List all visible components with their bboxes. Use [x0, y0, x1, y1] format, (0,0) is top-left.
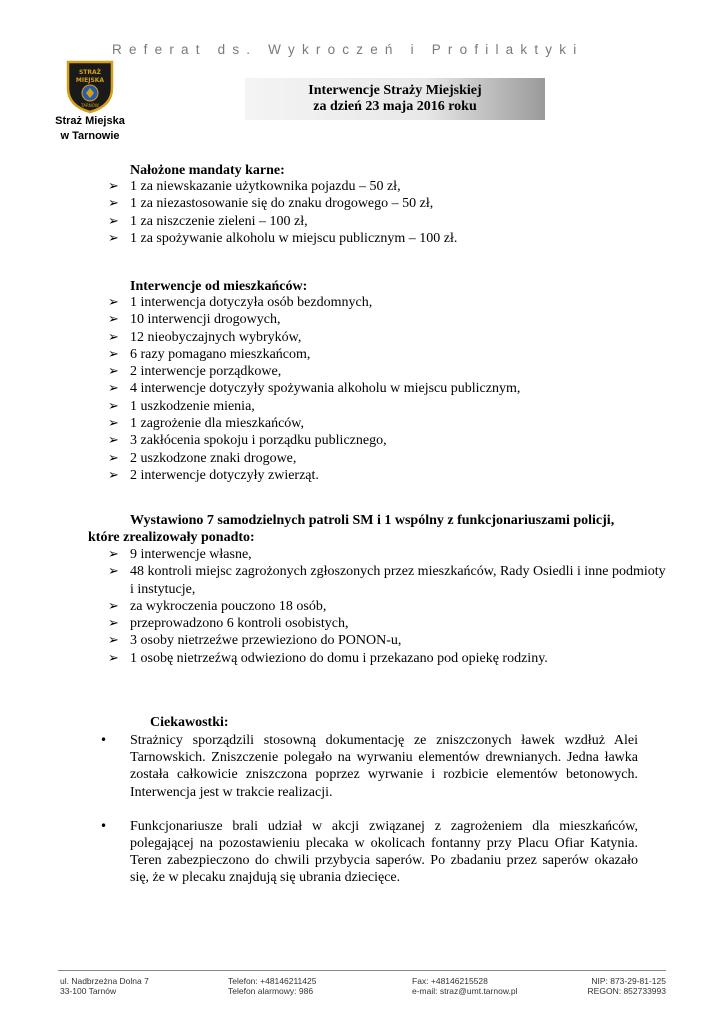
list-item: • Strażnicy sporządzili stosowną dokumentację ze zniszczonych ławek wzdłuż Alei Tarnowskich. Zniszczenie polegało na wyrwaniu elementów drewnianych. Jedna ławka została całkowicie zniszczona poprzez wyrwanie i rozbicie elementów betonowych. Interwencja jest w trakcie realizacji.	[100, 733, 638, 800]
list-item: ➢ 10 interwencji drogowych,	[108, 312, 281, 328]
list-item: ➢ przeprowadzono 6 kontroli osobistych,	[108, 616, 349, 632]
list-item: ➢ 12 nieobyczajnych wybryków,	[108, 329, 302, 345]
list-item: ➢ 1 uszkodzenie mienia,	[108, 398, 255, 414]
organization-name	[40, 114, 140, 144]
list-item: ➢ 1 za niszczenie zieleni – 100 zł,	[108, 213, 308, 229]
arrow-bullet-icon: ➢	[108, 416, 119, 432]
list-item: ➢ 1 za niezastosowanie się do znaku drogowego – 50 zł,	[108, 196, 434, 212]
arrow-bullet-icon: ➢	[108, 547, 119, 562]
bullet-dot-icon: •	[100, 818, 108, 833]
list-item: ➢ za wykroczenia pouczono 18 osób,	[108, 598, 327, 614]
footer-street: ul. Nadbrzeżna Dolna 7	[60, 976, 149, 986]
svg-text:MIEJSKA: MIEJSKA	[75, 77, 105, 84]
list-item: ➢ 9 interwencje własne,	[108, 547, 252, 562]
list-item: ➢ 6 razy pomagano mieszkańcom,	[108, 346, 311, 362]
report-title-box	[245, 78, 545, 120]
arrow-bullet-icon: ➢	[108, 312, 119, 328]
patrols-heading	[88, 512, 640, 546]
city-guard-logo	[60, 58, 120, 114]
arrow-bullet-icon: ➢	[108, 346, 119, 362]
list-item: ➢ 1 zagrożenie dla mieszkańców,	[108, 416, 305, 432]
curiosities-list	[100, 732, 638, 887]
department-title: Referat ds. Wykroczeń i Profilaktyki	[112, 42, 584, 57]
bullet-dot-icon: •	[100, 733, 108, 747]
patrols-heading-line1: Wystawiono 7 samodzielnych patroli SM i 1 wspólny z funkcjonariuszami policji,	[130, 513, 615, 528]
arrow-bullet-icon: ➢	[108, 616, 119, 632]
footer-city: 33-100 Tarnów	[60, 986, 117, 996]
list-item: ➢ 1 osobę nietrzeźwą odwieziono do domu i przekazano pod opiekę rodziny.	[108, 650, 548, 666]
list-item: ➢ 3 zakłócenia spokoju i porządku publicznego,	[108, 433, 387, 449]
fines-list	[108, 178, 457, 247]
org-name-line1: Straż Miejska	[55, 115, 125, 127]
arrow-bullet-icon: ➢	[108, 295, 119, 310]
patrols-heading-line2: które zrealizowały ponadto:	[88, 530, 255, 545]
report-title: Interwencje Straży Miejskiej	[308, 83, 482, 98]
list-item: ➢ 4 interwencje dotyczyły spożywania alkoholu w miejscu publicznym,	[108, 381, 521, 397]
org-name-line2: w Tarnowie	[60, 130, 120, 142]
footer-regon: REGON: 852733993	[587, 986, 666, 996]
list-item: ➢ 2 interwencje dotyczyły zwierząt.	[108, 467, 319, 483]
patrols-list	[108, 546, 666, 667]
curiosities-heading: Ciekawostki:	[150, 715, 229, 730]
arrow-bullet-icon: ➢	[108, 381, 119, 397]
list-item: ➢ 3 osoby nietrzeźwe przewieziono do PONON-u,	[108, 633, 402, 649]
arrow-bullet-icon: ➢	[108, 450, 119, 466]
footer-registry	[588, 976, 666, 996]
footer-phones	[228, 976, 316, 996]
arrow-bullet-icon: ➢	[108, 213, 119, 229]
footer-fax: Fax: +48146215528	[412, 976, 488, 986]
arrow-bullet-icon: ➢	[108, 633, 119, 649]
footer-phone: Telefon: +48146211425	[228, 976, 317, 986]
residents-list	[108, 294, 520, 484]
list-item: ➢ 1 za spożywanie alkoholu w miejscu publicznym – 100 zł.	[108, 230, 458, 246]
arrow-bullet-icon: ➢	[108, 650, 119, 666]
arrow-bullet-icon: ➢	[108, 433, 119, 449]
svg-text:TARNÓW: TARNÓW	[81, 103, 99, 108]
list-item: ➢ 1 za niewskazanie użytkownika pojazdu – 50 zł,	[108, 179, 401, 194]
footer-nip: NIP: 873-29-81-125	[591, 976, 666, 986]
arrow-bullet-icon: ➢	[108, 230, 119, 246]
list-item: ➢ 48 kontroli miejsc zagrożonych zgłoszonych przez mieszkańców, Rady Osiedli i inne podmioty i instytucje,	[108, 564, 666, 597]
footer-address	[60, 976, 149, 996]
arrow-bullet-icon: ➢	[108, 179, 119, 194]
footer-divider	[58, 970, 666, 971]
arrow-bullet-icon: ➢	[108, 196, 119, 212]
footer-alarm-phone: Telefon alarmowy: 986	[228, 986, 314, 996]
arrow-bullet-icon: ➢	[108, 364, 119, 380]
report-date: za dzień 23 maja 2016 roku	[313, 99, 477, 114]
arrow-bullet-icon: ➢	[108, 329, 119, 345]
arrow-bullet-icon: ➢	[108, 398, 119, 414]
list-item: ➢ 1 interwencja dotyczyła osób bezdomnych,	[108, 295, 373, 310]
svg-text:STRAŻ: STRAŻ	[78, 69, 102, 76]
footer-email[interactable]: e-mail: straz@umt.tarnow.pl	[412, 986, 518, 996]
arrow-bullet-icon: ➢	[108, 467, 119, 483]
arrow-bullet-icon: ➢	[108, 564, 119, 580]
fines-heading: Nałożone mandaty karne:	[130, 163, 285, 178]
arrow-bullet-icon: ➢	[108, 598, 119, 614]
list-item: ➢ 2 uszkodzone znaki drogowe,	[108, 450, 297, 466]
list-item: ➢ 2 interwencje porządkowe,	[108, 364, 282, 380]
residents-heading: Interwencje od mieszkańców:	[130, 279, 308, 294]
list-item: • Funkcjonariusze brali udział w akcji związanej z zagrożeniem dla mieszkańców, polegającej na pozostawieniu plecaka w okolicach fontanny przy Placu Ofiar Katynia. Teren zabezpieczono do chwili przybycia saperów. Po zbadaniu przez saperów okazało się, że w plecaku znajdują się ubrania dziecięce.	[100, 818, 638, 886]
footer-contact	[412, 976, 517, 996]
